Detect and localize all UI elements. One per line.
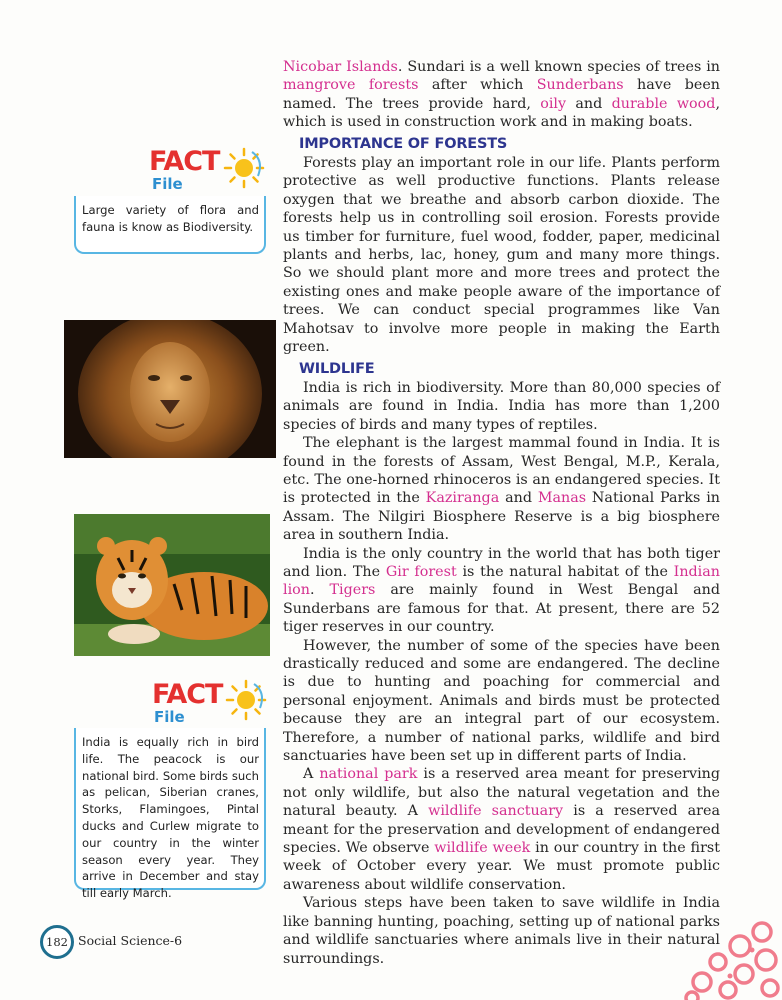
paragraph-elephant (283, 434, 720, 544)
main-text-column (283, 58, 720, 968)
text-segment: is a reserved area meant for the preservation and development of endangered species. We observe (283, 803, 720, 857)
text-segment: in our country in the first week of October every year. We must promote public awareness about wildlife conservation. (283, 840, 720, 893)
text-segment: is a reserved area meant for preserving not only wildlife, but also the natural vegetation and the natural beauty. A (283, 766, 720, 820)
fact-file-2-text: India is equally rich in bird life. The peacock is our national bird. Some birds such as pelican, Siberian cranes, Storks, Flamingoes, Pintal ducks and Curlew migrate to our country in the winter season every year. They arrive in December and stay till early March. (82, 735, 259, 901)
fact-file-1-text: Large variety of flora and fauna is know as Biodiversity. (82, 203, 259, 234)
fact-file-word: File (152, 175, 183, 193)
fact-file-2-title (74, 681, 222, 725)
text-segment: and (499, 490, 538, 507)
text-segment: The elephant is the largest mammal found in India. It is found in the forests of Assam, West Bengal, M.P., Kerala, etc. The one-horned rhinoceros is an endangered species. It is protected in the (283, 435, 720, 507)
fact-file-1-title (74, 148, 219, 192)
term-wildlife-week: wildlife week (434, 840, 531, 857)
decorative-circles-icon (672, 910, 782, 1000)
text-segment: India is the only country in the world that has both tiger and lion. The (283, 545, 720, 580)
sun-icon (222, 146, 266, 190)
term-indian-lion: Indian lion (283, 563, 720, 599)
text-segment: , which is used in construction work and in making boats. (283, 95, 720, 131)
fact-word: FACT (149, 146, 220, 177)
term-mangrove-forests: mangrove forests (283, 77, 419, 94)
page-footer (40, 925, 200, 961)
term-sunderbans: Sunderbans (536, 77, 624, 94)
fact-file-word: File (154, 708, 185, 726)
heading-wildlife: WILDLIFE (299, 360, 375, 377)
text-segment: after which (418, 77, 537, 94)
page-number: 182 (40, 925, 74, 959)
text-segment: have been named. The trees provide hard, (283, 77, 720, 112)
paragraph-tiger-lion (283, 545, 720, 637)
text-segment: . (309, 582, 330, 599)
book-title: Social Science-6 (78, 933, 183, 948)
paragraph-steps: Various steps have been taken to save wildlife in India like banning hunting, poaching, setting up of national parks and wildlife sanctuaries where animals live in their natural surroundings. (283, 895, 720, 967)
heading-importance-of-forests: IMPORTANCE OF FORESTS (299, 135, 508, 152)
term-tigers: Tigers (329, 582, 376, 599)
fact-file-2-box (74, 728, 266, 901)
sun-icon (224, 678, 268, 722)
paragraph-forests: Forests play an important role in our life. Plants perform protective as well productive functions. Plants release oxygen that we breathe and absorb carbon dioxide. The forests help us in controlling soil erosion. Forests provide us timber for furniture, fuel wood, fodder, paper, medicinal plants and herbs, lac, honey, gum and many more things. So we should plant more and more trees and protect the existing ones and make people aware of the importance of trees. We can conduct special programmes like Van Mahotsav to involve more people in making the Earth green. (283, 155, 720, 356)
paragraph-biodiversity: India is rich in biodiversity. More than 80,000 species of animals are found in India. India has more than 1,200 species of birds and many types of reptiles. (283, 379, 720, 433)
paragraph-mangroves (283, 58, 720, 132)
text-segment: National Parks in Assam. The Nilgiri Biosphere Reserve is a big biosphere area in southern India. (283, 490, 720, 544)
tiger-photo (74, 514, 270, 656)
text-segment: is the natural habitat of the (456, 563, 674, 580)
term-gir-forest: Gir forest (385, 563, 457, 580)
paragraph-decline: However, the number of some of the species have been drastically reduced and some are endangered. The decline is due to hunting and poaching for commercial and personal enjoyment. Animals and birds must be protected because they are an integral part of our ecosystem. Therefore, a number of national parks, wildlife and bird sanctuaries have been set up in different parts of India. (283, 637, 720, 765)
text-segment: are mainly found in West Bengal and Sunderbans are famous for that. At present, there are 52 tiger reserves in our country. (283, 582, 720, 636)
text-segment: A (303, 766, 320, 783)
term-national-park: national park (319, 766, 418, 783)
term-nicobar-islands: Nicobar Islands (283, 59, 398, 75)
term-oily: oily (540, 95, 567, 112)
paragraph-national-park (283, 765, 720, 894)
term-manas: Manas (537, 490, 587, 507)
fact-file-1-box (74, 196, 266, 254)
text-segment: and (566, 95, 612, 112)
term-wildlife-sanctuary: wildlife sanctuary (428, 803, 564, 820)
term-durable-wood: durable wood (611, 95, 716, 112)
lion-photo (64, 320, 276, 458)
text-segment: . Sundari is a well known species of trees in (397, 59, 720, 75)
term-kaziranga: Kaziranga (425, 490, 500, 507)
fact-word: FACT (152, 679, 223, 710)
